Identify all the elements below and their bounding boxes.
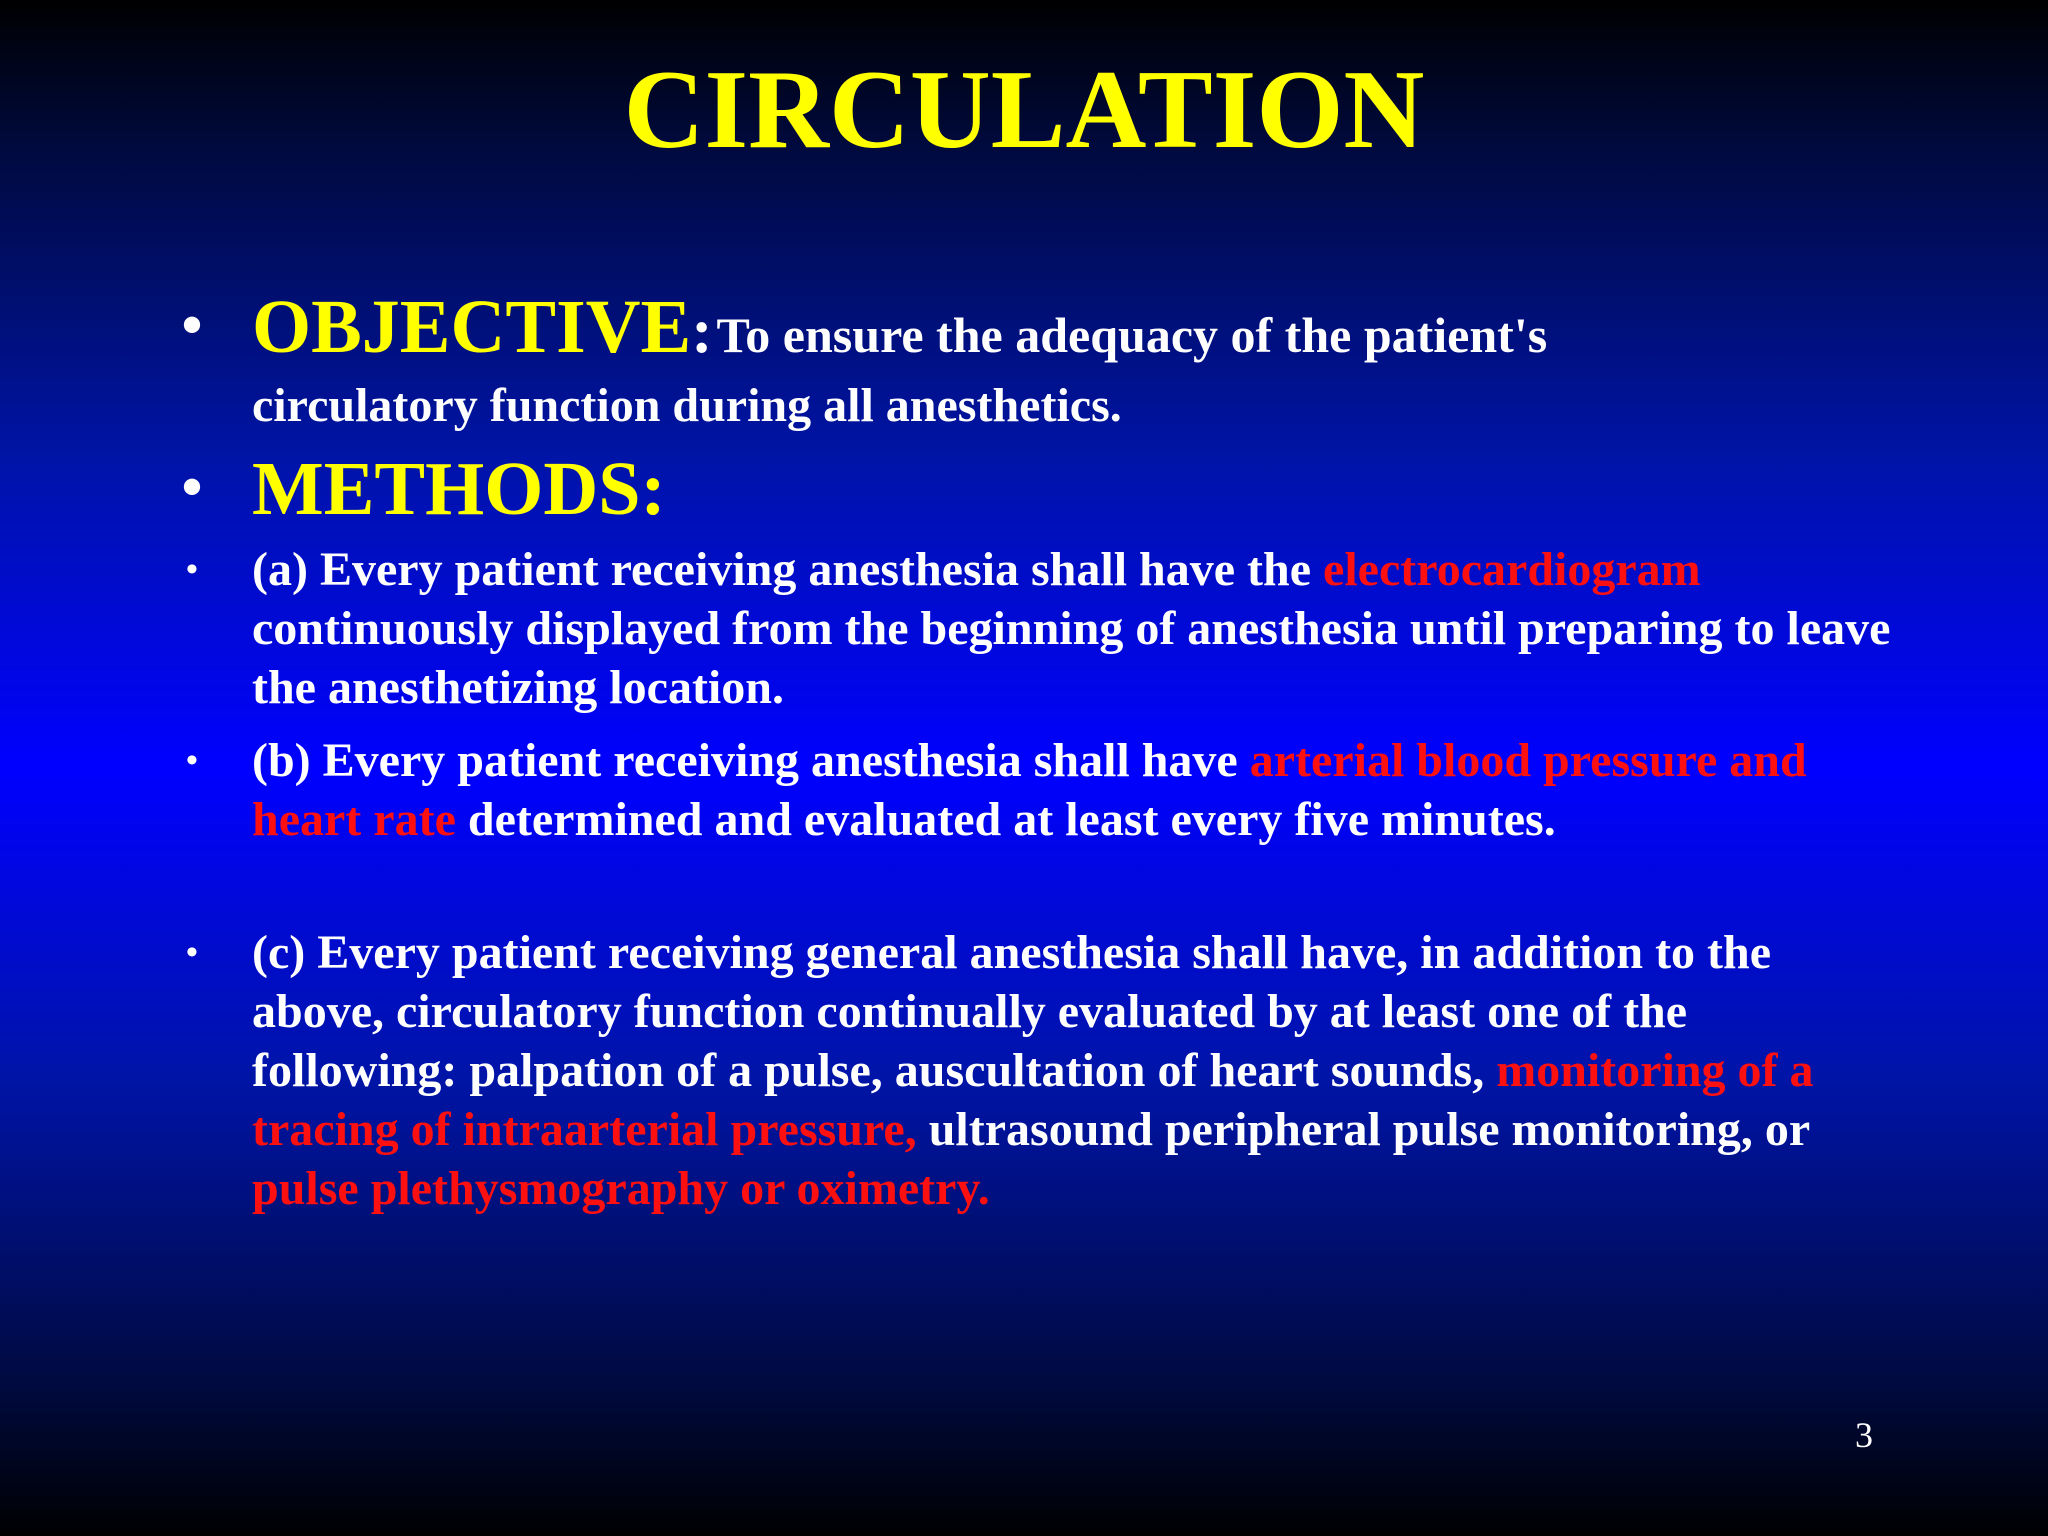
method-c-text-mid: ultrasound peripheral pulse monitoring, or	[916, 1103, 1810, 1156]
method-b-text-end: determined and evaluated at least every five minutes.	[455, 793, 1556, 846]
bullet-icon: •	[181, 454, 203, 520]
bullet-icon: •	[186, 551, 198, 588]
objective-label: OBJECTIVE	[252, 285, 692, 369]
bullet-icon: •	[186, 742, 198, 779]
bullet-icon: •	[186, 934, 198, 971]
methods-label: METHODS:	[252, 447, 666, 531]
method-item-a	[186, 540, 1902, 717]
method-item-c	[186, 923, 1902, 1218]
method-b-highlight: arterial blood pressure and heart rate	[252, 734, 1807, 846]
objective-text-line1: To ensure the adequacy of the patient's	[716, 307, 1548, 363]
page-number: 3	[1855, 1415, 1873, 1455]
method-c-highlight: monitoring of a tracing of intraarterial pressure,	[252, 1044, 1814, 1156]
method-a-text-end: continuously displayed from the beginning of anesthesia until preparing to leave the anesthetizing location.	[252, 602, 1891, 714]
method-c-highlight-2: pulse plethysmography or oximetry.	[252, 1162, 990, 1215]
method-c-text: (c) Every patient receiving general anesthesia shall have, in addition to the above, circulatory function continually evaluated by at least one of the following: palpation of a pulse, auscultation of heart sounds,	[252, 926, 1772, 1097]
slide-title: CIRCULATION	[623, 48, 1425, 172]
method-b-text: (b) Every patient receiving anesthesia shall have	[252, 734, 1250, 787]
method-a-highlight: electrocardiogram	[1323, 543, 1701, 596]
methods-item	[181, 445, 1902, 533]
method-item-b	[186, 731, 1902, 849]
objective-item	[181, 283, 1902, 438]
bullet-icon: •	[181, 292, 203, 358]
objective-colon: :	[691, 295, 713, 366]
objective-text-line2: circulatory function during all anesthetics.	[252, 379, 1122, 432]
method-a-text: (a) Every patient receiving anesthesia shall have the	[252, 543, 1324, 596]
